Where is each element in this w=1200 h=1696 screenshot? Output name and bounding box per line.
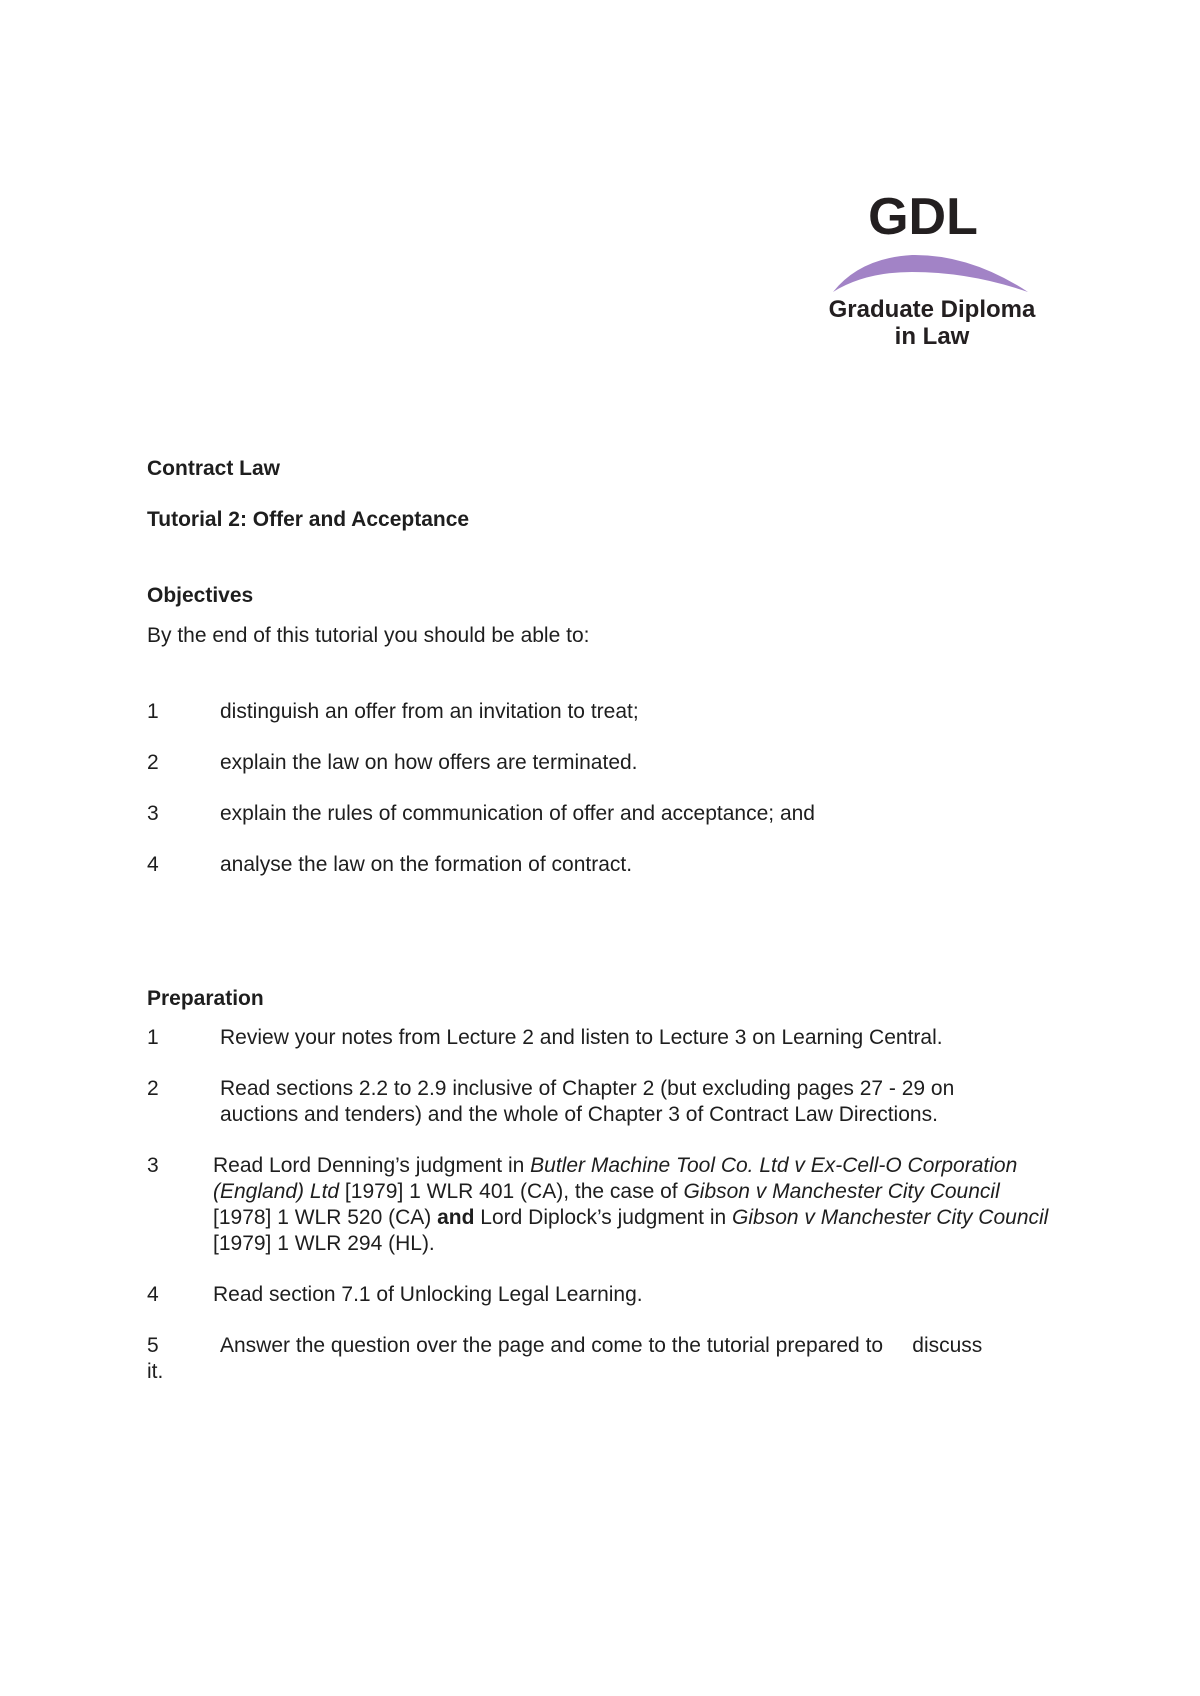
- preparation-heading: Preparation: [147, 987, 264, 1010]
- preparation-text: Read sections 2.2 to 2.9 inclusive of Chapter 2 (but excluding pages 27 - 29 on auctions and tenders) and the whole of Chapter 3 of Contract Law Directions.: [220, 1077, 955, 1126]
- logo-line-2: in Law: [894, 323, 970, 350]
- preparation-item: [147, 1076, 1077, 1128]
- preparation-number: 5: [147, 1334, 159, 1357]
- preparation-item: [147, 1153, 1077, 1257]
- prep-text-segment: [1979] 1 WLR 294 (HL).: [213, 1232, 435, 1255]
- objective-text: explain the law on how offers are terminated.: [220, 751, 638, 774]
- preparation-text: Answer the question over the page and come to the tutorial prepared to discuss: [220, 1334, 983, 1357]
- prep-text-segment: Lord Diplock’s judgment in: [474, 1206, 733, 1229]
- preparation-text: [147, 1153, 1063, 1257]
- preparation-number: 2: [147, 1077, 159, 1100]
- logo-line-1: Graduate Diploma: [828, 296, 1036, 323]
- prep-text-segment: [1978] 1 WLR 520 (CA): [213, 1206, 438, 1229]
- preparation-list: [147, 1025, 1077, 1385]
- objective-number: 2: [147, 751, 159, 774]
- prep-text-segment: Read Lord Denning’s judgment in: [213, 1154, 531, 1177]
- logo-acronym: GDL: [868, 192, 978, 246]
- case-name: Gibson v Manchester City Council: [732, 1206, 1049, 1229]
- preparation-item: [147, 1333, 1077, 1385]
- preparation-number: 4: [147, 1283, 159, 1306]
- emphasis-and: and: [437, 1206, 475, 1229]
- gdl-logo-graphic: [800, 192, 1080, 362]
- preparation-number: 1: [147, 1026, 159, 1049]
- gdl-logo: [800, 192, 1080, 362]
- objective-number: 4: [147, 853, 159, 876]
- objective-text: distinguish an offer from an invitation to treat;: [220, 700, 639, 723]
- case-name: Gibson v Manchester City Council: [683, 1180, 1000, 1203]
- objective-text: analyse the law on the formation of contract.: [220, 853, 633, 876]
- preparation-item: [147, 1025, 1077, 1051]
- logo-arc: [833, 255, 1028, 292]
- course-title: Contract Law: [147, 457, 281, 480]
- preparation-text: Read section 7.1 of Unlocking Legal Learning.: [213, 1283, 643, 1306]
- objective-item: [147, 750, 1077, 776]
- objectives-list: [147, 699, 1077, 878]
- case-name: Butler Machine Tool Co. Ltd v Ex-Cell-O Corporation (England) Ltd: [213, 1154, 1018, 1203]
- objective-number: 1: [147, 700, 159, 723]
- objective-number: 3: [147, 802, 159, 825]
- prep-text-segment: [1979] 1 WLR 401 (CA), the case of: [339, 1180, 684, 1203]
- document-body: [147, 456, 1077, 1410]
- preparation-number: 3: [147, 1154, 159, 1177]
- tutorial-title: Tutorial 2: Offer and Acceptance: [147, 508, 470, 531]
- objective-item: [147, 699, 1077, 725]
- objectives-intro: By the end of this tutorial you should be able to:: [147, 624, 590, 647]
- preparation-text-continuation: it.: [147, 1360, 164, 1383]
- preparation-item: [147, 1282, 1077, 1308]
- objective-item: [147, 801, 1077, 827]
- objectives-heading: Objectives: [147, 584, 254, 607]
- objective-item: [147, 852, 1077, 878]
- preparation-text: Review your notes from Lecture 2 and listen to Lecture 3 on Learning Central.: [220, 1026, 943, 1049]
- objective-text: explain the rules of communication of offer and acceptance; and: [220, 802, 815, 825]
